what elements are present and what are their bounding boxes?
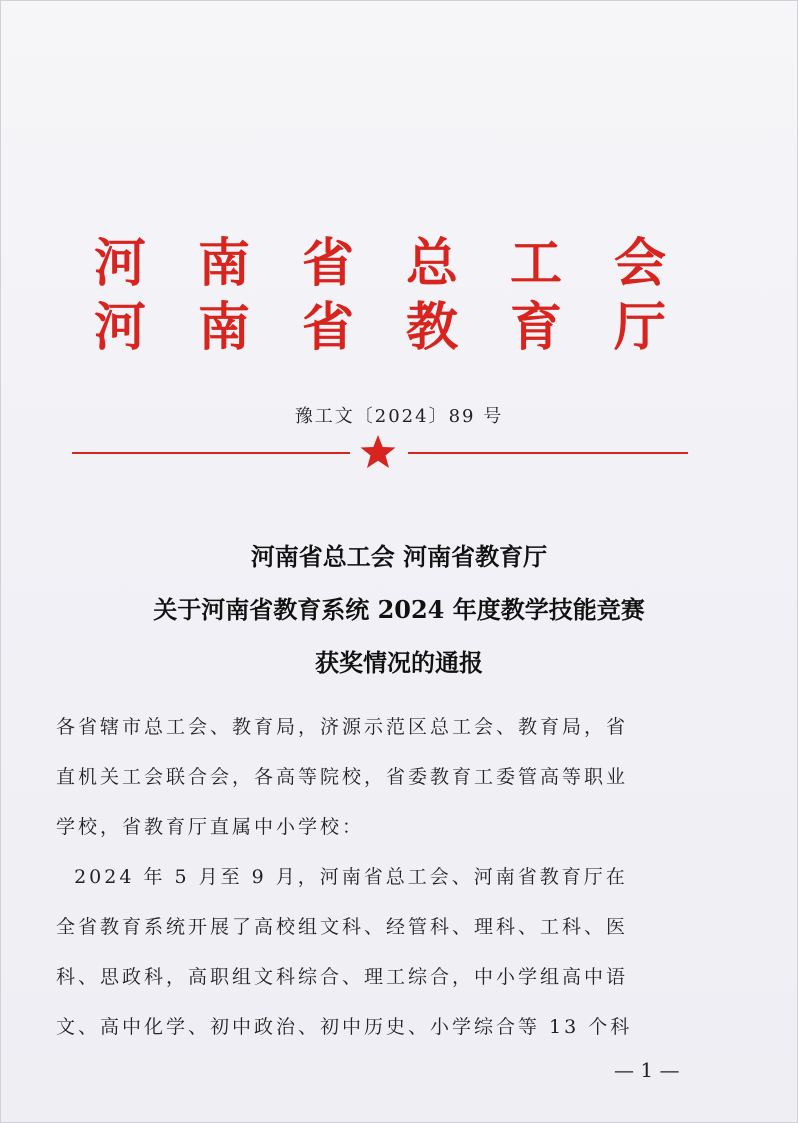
document-title-line-1: 河南省总工会 河南省教育厅 <box>250 542 548 571</box>
letterhead-char: 育 <box>509 297 562 358</box>
letterhead-line-1 <box>90 234 670 294</box>
letterhead-char: 会 <box>613 233 666 294</box>
body-line: 各省辖市总工会、教育局，济源示范区总工会、教育局，省 <box>56 716 629 738</box>
letterhead-line-2 <box>90 298 670 358</box>
letterhead-char: 总 <box>405 233 458 294</box>
red-rule-right <box>408 452 688 454</box>
red-rule-left <box>72 452 350 454</box>
body-line: 2024 年 5 月至 9 月，河南省总工会、河南省教育厅在 <box>56 866 628 888</box>
letterhead-char: 工 <box>509 233 562 294</box>
document-title-line-2: 关于河南省教育系统 2024 年度教学技能竞赛 <box>153 595 645 624</box>
letterhead-char: 南 <box>197 233 250 294</box>
letterhead-char: 厅 <box>613 297 666 358</box>
body-line: 全省教育系统开展了高校组文科、经管科、理科、工科、医 <box>56 916 629 938</box>
body-line: 科、思政科，高职组文科综合、理工综合，中小学组高中语 <box>56 966 629 988</box>
body-line: 文、高中化学、初中政治、初中历史、小学综合等 13 个科 <box>56 1016 633 1038</box>
page-number: — 1 — <box>614 1058 680 1082</box>
letterhead-char: 河 <box>93 297 146 358</box>
letterhead-char: 省 <box>301 297 354 358</box>
letterhead-char: 河 <box>93 233 146 294</box>
body-line: 学校，省教育厅直属中小学校： <box>56 816 365 838</box>
document-number: 豫工文〔2024〕89 号 <box>294 406 504 427</box>
letterhead-char: 教 <box>405 297 458 358</box>
red-star-icon <box>358 432 398 472</box>
letterhead-char: 省 <box>301 233 354 294</box>
letterhead-char: 南 <box>197 297 250 358</box>
body-line: 直机关工会联合会，各高等院校，省委教育工委管高等职业 <box>56 766 629 788</box>
document-title-line-3: 获奖情况的通报 <box>315 648 483 677</box>
